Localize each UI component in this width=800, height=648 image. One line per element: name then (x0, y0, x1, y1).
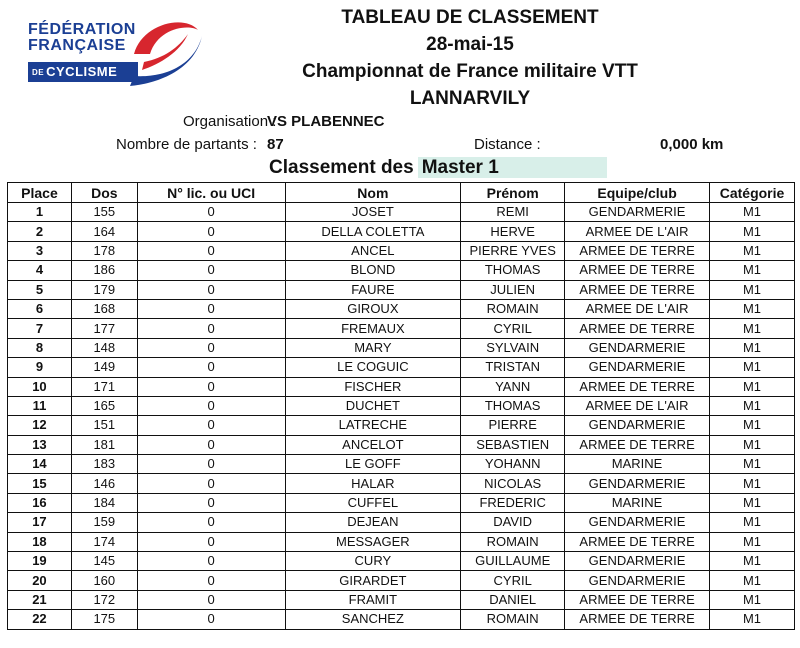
cell-licence: 0 (137, 455, 285, 474)
cell-prenom: SEBASTIEN (461, 435, 565, 454)
cell-licence: 0 (137, 203, 285, 222)
cell-categorie: M1 (710, 338, 795, 357)
table-row (8, 493, 795, 512)
cell-dos: 164 (71, 222, 137, 241)
cell-licence: 0 (137, 513, 285, 532)
distance-label: Distance : (474, 136, 541, 153)
cell-nom: MARY (285, 338, 461, 357)
cell-equipe: MARINE (565, 455, 710, 474)
cell-categorie: M1 (710, 358, 795, 377)
cell-place: 19 (8, 552, 72, 571)
cell-equipe: ARMEE DE TERRE (565, 590, 710, 609)
cell-categorie: M1 (710, 222, 795, 241)
cell-place: 22 (8, 610, 72, 629)
cell-prenom: GUILLAUME (461, 552, 565, 571)
cell-equipe: ARMEE DE TERRE (565, 532, 710, 551)
document-title: TABLEAU DE CLASSEMENT (341, 7, 599, 28)
cell-categorie: M1 (710, 377, 795, 396)
cell-licence: 0 (137, 280, 285, 299)
event-date: 28-mai-15 (426, 34, 514, 55)
cell-licence: 0 (137, 610, 285, 629)
cell-categorie: M1 (710, 493, 795, 512)
cell-equipe: ARMEE DE TERRE (565, 261, 710, 280)
cell-licence: 0 (137, 590, 285, 609)
logo-text (28, 22, 136, 54)
cell-dos: 174 (71, 532, 137, 551)
cell-dos: 149 (71, 358, 137, 377)
table-row (8, 532, 795, 551)
cell-categorie: M1 (710, 552, 795, 571)
results-table (7, 182, 795, 630)
table-row (8, 474, 795, 493)
cell-place: 18 (8, 532, 72, 551)
cell-nom: DELLA COLETTA (285, 222, 461, 241)
column-header-equipe: Equipe/club (565, 183, 710, 203)
logo-line-2: FRANÇAISE (28, 37, 126, 54)
cell-equipe: ARMEE DE L'AIR (565, 396, 710, 415)
cell-place: 1 (8, 203, 72, 222)
cell-place: 16 (8, 493, 72, 512)
cell-place: 20 (8, 571, 72, 590)
cell-equipe: GENDARMERIE (565, 513, 710, 532)
cell-nom: FREMAUX (285, 319, 461, 338)
cell-licence: 0 (137, 319, 285, 338)
cell-place: 6 (8, 299, 72, 318)
cell-dos: 177 (71, 319, 137, 338)
column-header-licence: N° lic. ou UCI (137, 183, 285, 203)
column-header-categorie: Catégorie (710, 183, 795, 203)
cell-nom: FRAMIT (285, 590, 461, 609)
classement-prefix: Classement des (269, 157, 414, 178)
cell-place: 17 (8, 513, 72, 532)
cell-place: 9 (8, 358, 72, 377)
cell-nom: HALAR (285, 474, 461, 493)
partants-label: Nombre de partants : (116, 136, 257, 153)
cell-categorie: M1 (710, 435, 795, 454)
cell-prenom: DANIEL (461, 590, 565, 609)
cell-categorie: M1 (710, 474, 795, 493)
table-row (8, 513, 795, 532)
cell-prenom: PIERRE YVES (461, 241, 565, 260)
cell-equipe: ARMEE DE TERRE (565, 241, 710, 260)
logo-band (28, 62, 138, 82)
classement-category: Master 1 (418, 157, 607, 178)
table-row (8, 455, 795, 474)
cell-equipe: GENDARMERIE (565, 416, 710, 435)
cell-place: 21 (8, 590, 72, 609)
table-row (8, 571, 795, 590)
table-row (8, 261, 795, 280)
table-row (8, 280, 795, 299)
cell-equipe: GENDARMERIE (565, 474, 710, 493)
table-row (8, 396, 795, 415)
cell-prenom: YANN (461, 377, 565, 396)
cell-nom: JOSET (285, 203, 461, 222)
table-row (8, 299, 795, 318)
cell-nom: ANCELOT (285, 435, 461, 454)
cell-equipe: ARMEE DE L'AIR (565, 222, 710, 241)
cell-categorie: M1 (710, 590, 795, 609)
cell-nom: ANCEL (285, 241, 461, 260)
cell-nom: DUCHET (285, 396, 461, 415)
cell-licence: 0 (137, 299, 285, 318)
cell-licence: 0 (137, 377, 285, 396)
cell-prenom: YOHANN (461, 455, 565, 474)
cell-dos: 146 (71, 474, 137, 493)
cell-dos: 179 (71, 280, 137, 299)
cell-dos: 151 (71, 416, 137, 435)
cell-licence: 0 (137, 338, 285, 357)
cell-equipe: GENDARMERIE (565, 358, 710, 377)
cell-licence: 0 (137, 474, 285, 493)
cell-prenom: JULIEN (461, 280, 565, 299)
cell-categorie: M1 (710, 241, 795, 260)
cell-licence: 0 (137, 493, 285, 512)
classement-heading (269, 156, 607, 180)
cell-nom: CURY (285, 552, 461, 571)
cell-nom: GIROUX (285, 299, 461, 318)
cell-categorie: M1 (710, 396, 795, 415)
cell-categorie: M1 (710, 416, 795, 435)
cell-prenom: FREDERIC (461, 493, 565, 512)
cell-dos: 160 (71, 571, 137, 590)
cell-dos: 175 (71, 610, 137, 629)
column-header-nom: Nom (285, 183, 461, 203)
cell-dos: 165 (71, 396, 137, 415)
cell-dos: 168 (71, 299, 137, 318)
table-row (8, 203, 795, 222)
page-header (230, 4, 710, 112)
cell-prenom: THOMAS (461, 261, 565, 280)
cell-place: 13 (8, 435, 72, 454)
cyclist-swoosh-icon (124, 14, 206, 90)
cell-dos: 171 (71, 377, 137, 396)
cell-place: 10 (8, 377, 72, 396)
distance-value: 0,000 km (660, 136, 724, 153)
ffc-logo (24, 14, 204, 90)
cell-dos: 181 (71, 435, 137, 454)
cell-nom: LATRECHE (285, 416, 461, 435)
cell-categorie: M1 (710, 203, 795, 222)
cell-place: 8 (8, 338, 72, 357)
logo-band-prefix: DE (32, 67, 45, 77)
cell-equipe: ARMEE DE TERRE (565, 435, 710, 454)
cell-dos: 172 (71, 590, 137, 609)
cell-prenom: CYRIL (461, 571, 565, 590)
organisation-value: VS PLABENNEC (267, 113, 385, 130)
cell-equipe: GENDARMERIE (565, 571, 710, 590)
cell-prenom: DAVID (461, 513, 565, 532)
cell-nom: LE COGUIC (285, 358, 461, 377)
event-location: LANNARVILY (409, 88, 531, 109)
cell-nom: FISCHER (285, 377, 461, 396)
cell-dos: 184 (71, 493, 137, 512)
cell-dos: 145 (71, 552, 137, 571)
cell-nom: BLOND (285, 261, 461, 280)
cell-place: 7 (8, 319, 72, 338)
cell-nom: LE GOFF (285, 455, 461, 474)
partants-value: 87 (267, 136, 284, 153)
organisation-label: Organisation : (183, 113, 277, 130)
cell-prenom: PIERRE (461, 416, 565, 435)
logo-band-text: CYCLISME (46, 64, 118, 79)
results-body (8, 203, 795, 630)
cell-place: 11 (8, 396, 72, 415)
cell-equipe: GENDARMERIE (565, 552, 710, 571)
cell-categorie: M1 (710, 610, 795, 629)
cell-licence: 0 (137, 416, 285, 435)
cell-prenom: THOMAS (461, 396, 565, 415)
table-row (8, 590, 795, 609)
table-row (8, 358, 795, 377)
cell-nom: DEJEAN (285, 513, 461, 532)
cell-prenom: CYRIL (461, 319, 565, 338)
table-row (8, 338, 795, 357)
cell-dos: 155 (71, 203, 137, 222)
cell-equipe: ARMEE DE TERRE (565, 319, 710, 338)
cell-licence: 0 (137, 261, 285, 280)
column-header-prenom: Prénom (461, 183, 565, 203)
cell-licence: 0 (137, 435, 285, 454)
cell-licence: 0 (137, 532, 285, 551)
cell-equipe: MARINE (565, 493, 710, 512)
cell-place: 12 (8, 416, 72, 435)
column-header-place: Place (8, 183, 72, 203)
cell-categorie: M1 (710, 513, 795, 532)
cell-dos: 178 (71, 241, 137, 260)
cell-categorie: M1 (710, 261, 795, 280)
cell-prenom: HERVE (461, 222, 565, 241)
cell-categorie: M1 (710, 280, 795, 299)
cell-place: 14 (8, 455, 72, 474)
cell-place: 4 (8, 261, 72, 280)
table-row (8, 319, 795, 338)
cell-licence: 0 (137, 396, 285, 415)
cell-equipe: GENDARMERIE (565, 203, 710, 222)
table-row (8, 241, 795, 260)
cell-prenom: ROMAIN (461, 610, 565, 629)
cell-dos: 148 (71, 338, 137, 357)
cell-categorie: M1 (710, 532, 795, 551)
event-name: Championnat de France militaire VTT (302, 61, 638, 82)
cell-dos: 183 (71, 455, 137, 474)
cell-licence: 0 (137, 241, 285, 260)
cell-equipe: GENDARMERIE (565, 338, 710, 357)
cell-dos: 186 (71, 261, 137, 280)
column-header-dos: Dos (71, 183, 137, 203)
cell-equipe: ARMEE DE L'AIR (565, 299, 710, 318)
cell-prenom: REMI (461, 203, 565, 222)
cell-nom: MESSAGER (285, 532, 461, 551)
cell-equipe: ARMEE DE TERRE (565, 280, 710, 299)
cell-prenom: ROMAIN (461, 532, 565, 551)
cell-place: 3 (8, 241, 72, 260)
table-row (8, 552, 795, 571)
table-header-row (8, 183, 795, 203)
table-row (8, 222, 795, 241)
cell-nom: SANCHEZ (285, 610, 461, 629)
cell-categorie: M1 (710, 319, 795, 338)
cell-prenom: NICOLAS (461, 474, 565, 493)
cell-licence: 0 (137, 358, 285, 377)
cell-equipe: ARMEE DE TERRE (565, 610, 710, 629)
cell-categorie: M1 (710, 571, 795, 590)
cell-licence: 0 (137, 571, 285, 590)
cell-categorie: M1 (710, 455, 795, 474)
cell-prenom: TRISTAN (461, 358, 565, 377)
cell-nom: GIRARDET (285, 571, 461, 590)
table-row (8, 377, 795, 396)
cell-prenom: ROMAIN (461, 299, 565, 318)
logo-line-1: FÉDÉRATION (28, 21, 136, 38)
cell-dos: 159 (71, 513, 137, 532)
table-row (8, 435, 795, 454)
cell-place: 15 (8, 474, 72, 493)
cell-equipe: ARMEE DE TERRE (565, 377, 710, 396)
cell-place: 2 (8, 222, 72, 241)
table-row (8, 416, 795, 435)
cell-licence: 0 (137, 552, 285, 571)
cell-nom: CUFFEL (285, 493, 461, 512)
cell-licence: 0 (137, 222, 285, 241)
cell-nom: FAURE (285, 280, 461, 299)
cell-prenom: SYLVAIN (461, 338, 565, 357)
cell-place: 5 (8, 280, 72, 299)
cell-categorie: M1 (710, 299, 795, 318)
table-row (8, 610, 795, 629)
